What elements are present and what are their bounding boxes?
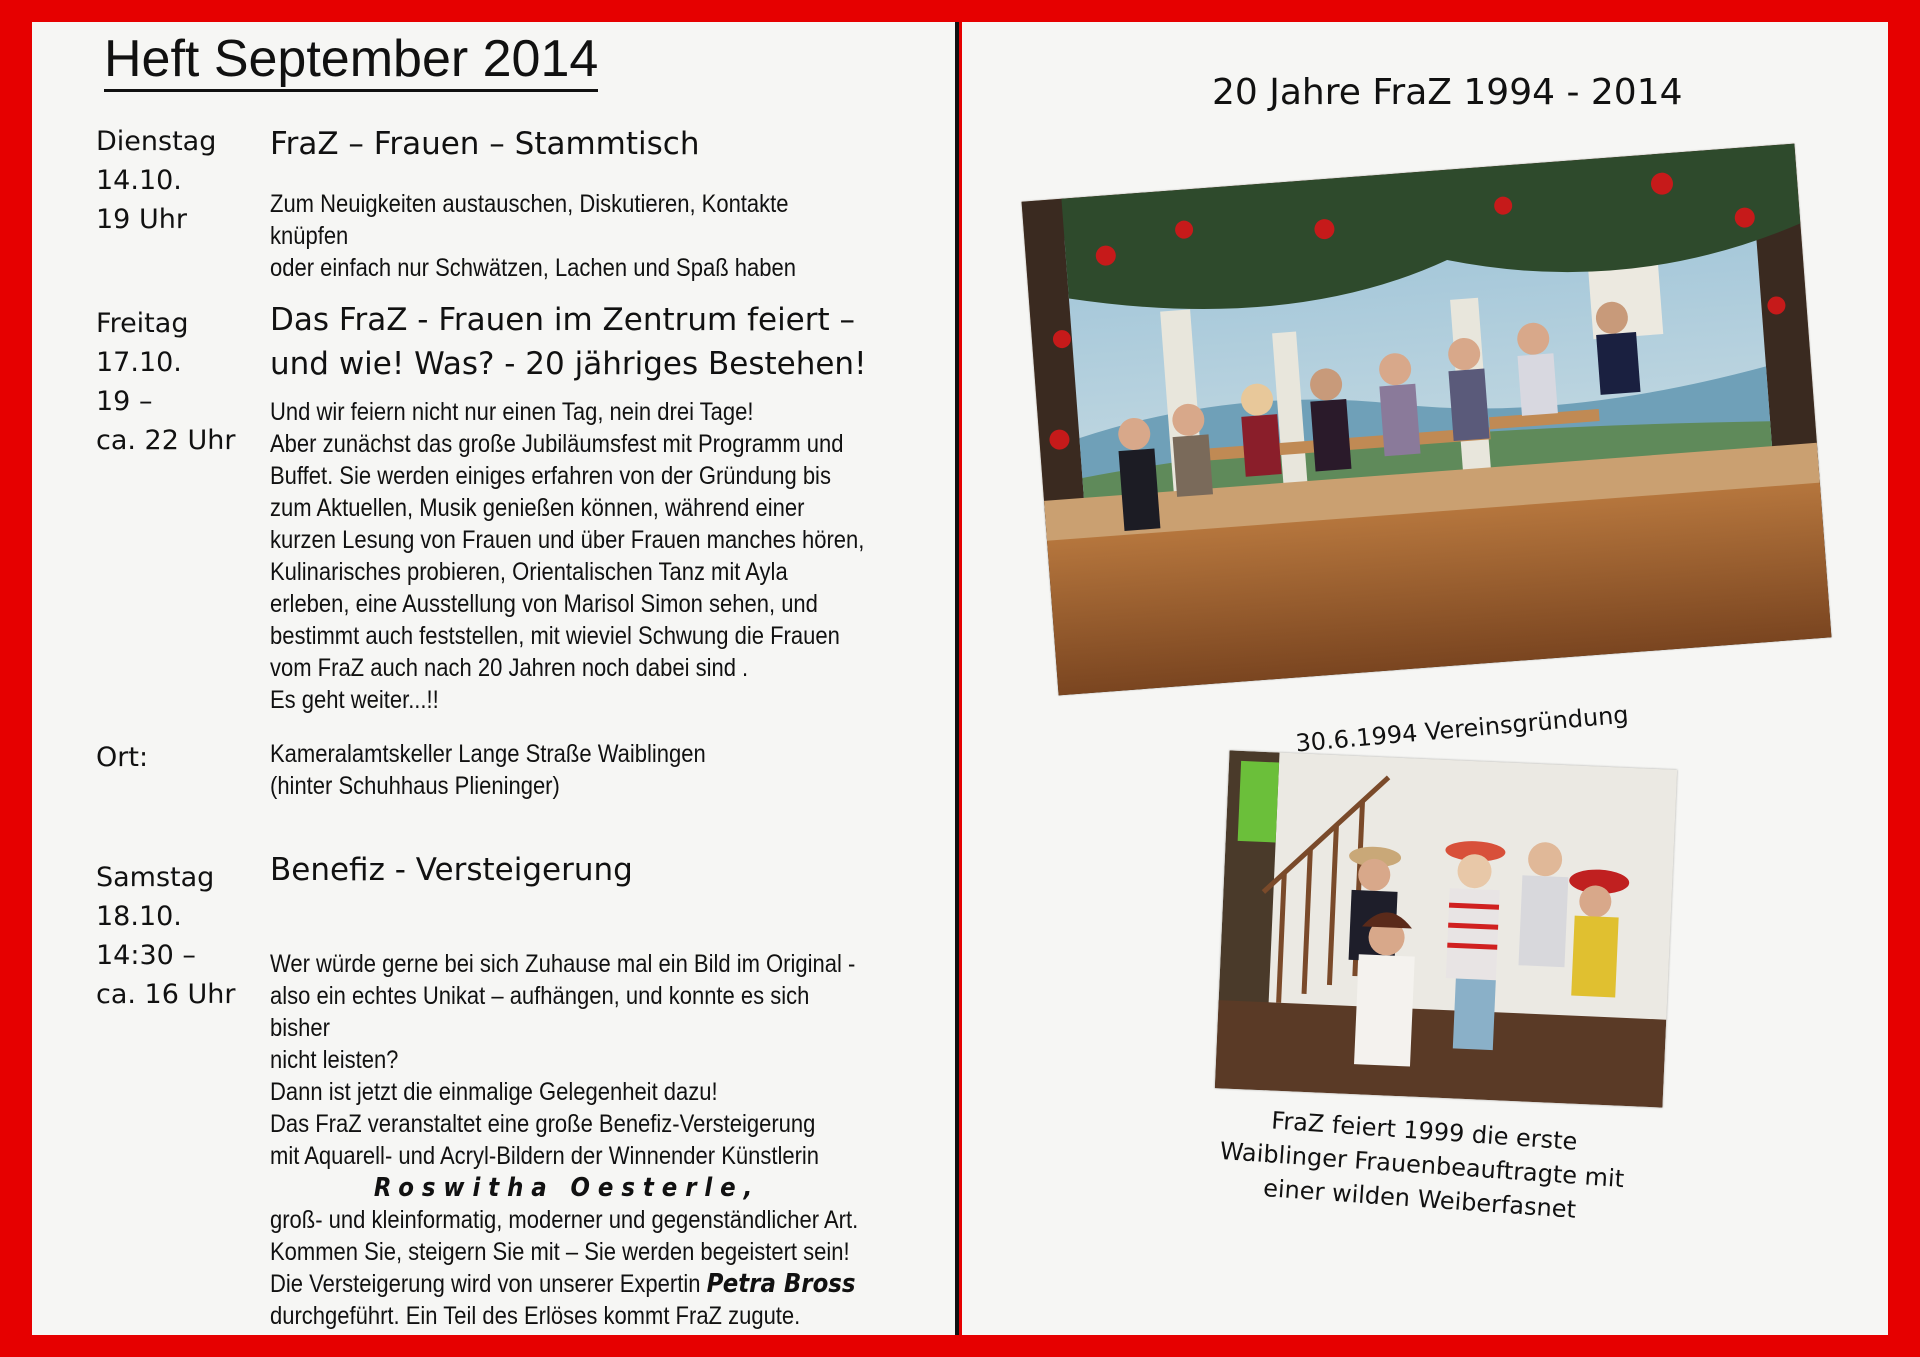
location-text: Kameralamtskeller Lange Straße Waiblingen (hinter Schuhhaus Plieninger) [270, 740, 706, 800]
event-3-text [270, 916, 868, 1335]
carnival-photo [1215, 750, 1677, 1107]
event-2-date: Freitag 17.10. 19 – ca. 22 Uhr [96, 308, 236, 456]
event-1-title: FraZ – Frauen – Stammtisch [270, 126, 700, 162]
left-page [32, 22, 956, 1335]
stage-photo [1022, 144, 1832, 696]
photo2-caption: FraZ feiert 1999 die erste Waiblinger Frauenbeauftragte mit einer wilden Weiberfasnet [1218, 1106, 1626, 1224]
event-2-text: Und wir feiern nicht nur einen Tag, nein drei Tage! Aber zunächst das große Jubiläumsfest mit Programm und Buffet. Sie werden einiges erfahren von der Gründung bis zum Aktuellen, Musik genießen können, während einer kurzen Lesung von Frauen und über Frauen manches hören, Kulinarisches probieren, Orientalischen Tanz mit Ayla erleben, eine Ausstellung von Marisol Simon sehen, und bestimmt auch feststellen, mit wieviel Schwung die Frauen vom FraZ auch nach 20 Jahren noch dabei sind . Es geht weiter...!! [270, 398, 865, 714]
right-page [962, 22, 1888, 1335]
event-1-date: Dienstag 14.10. 19 Uhr [96, 126, 217, 235]
page-heading: Heft September 2014 [104, 32, 598, 92]
event-3-title: Benefiz - Versteigerung [270, 852, 633, 888]
event-3-text-c1: Die Versteigerung wird von unserer Expertin [270, 1270, 707, 1298]
artist-name: Roswitha Oesterle, [373, 1173, 761, 1203]
anniversary-heading: 20 Jahre FraZ 1994 - 2014 [1212, 72, 1683, 113]
event-3-text-a: Wer würde gerne bei sich Zuhause mal ein Bild im Original - also ein echtes Unikat – aufhängen, und konnte es sich bisher nicht leisten? Dann ist jetzt die einmalige Gelegenheit dazu! Das FraZ veranstaltet eine große Benefiz-Versteigerung mit Aquarell- und Acryl-Bildern der Winnender Künstlerin [270, 950, 856, 1170]
event-3-text-b: groß- und kleinformatig, moderner und gegenständlicher Art. Kommen Sie, steigern Sie mit – Sie werden begeistert sein! [270, 1206, 859, 1266]
event-3-date: Samstag 18.10. 14:30 – ca. 16 Uhr [96, 862, 236, 1010]
page-divider [955, 22, 959, 1335]
event-2-title: Das FraZ - Frauen im Zentrum feiert – und wie! Was? - 20 jähriges Bestehen! [270, 302, 867, 382]
stage-photo-image [1022, 144, 1832, 696]
carnival-photo-image [1215, 750, 1677, 1107]
event-3-text-c2: durchgeführt. Ein Teil des Erlöses kommt FraZ zugute. [270, 1302, 801, 1330]
event-1-text: Zum Neuigkeiten austauschen, Diskutieren, Kontakte knüpfen oder einfach nur Schwätzen, Lachen und Spaß haben [270, 190, 796, 282]
photo1-caption: 30.6.1994 Vereinsgründung [1294, 700, 1630, 758]
location-label: Ort: [96, 742, 149, 773]
expert-name: Petra Bross [706, 1269, 856, 1299]
